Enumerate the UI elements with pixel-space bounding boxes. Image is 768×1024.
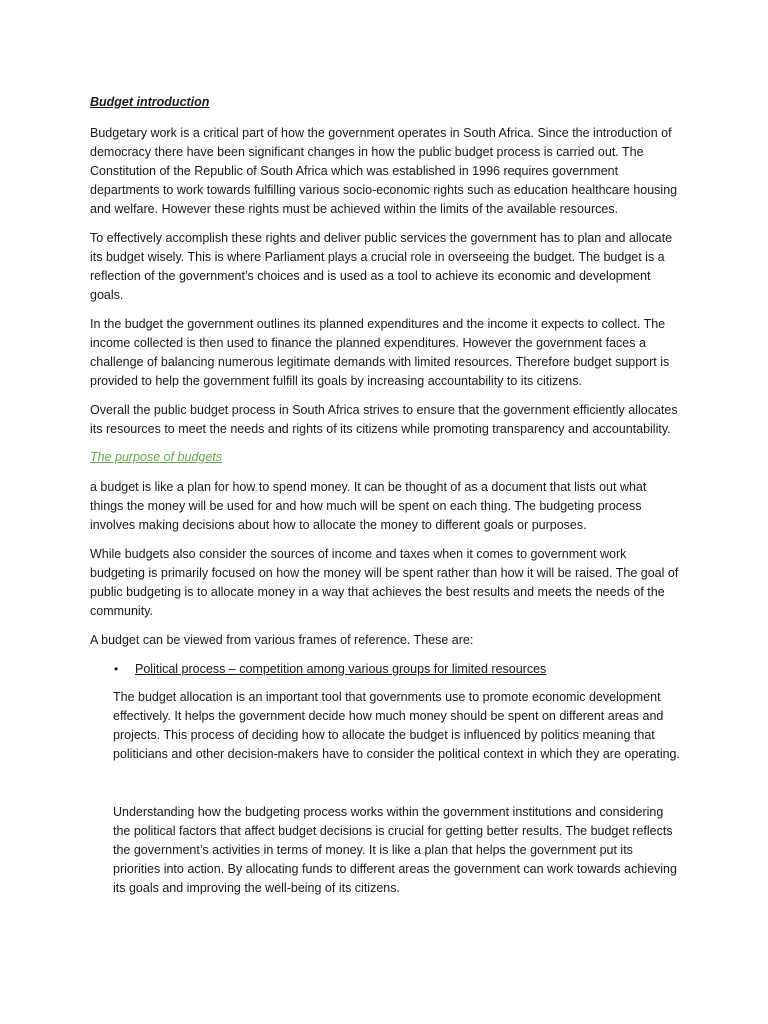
heading-purpose-of-budgets: The purpose of budgets xyxy=(90,450,223,464)
bullet-item-political-process xyxy=(90,660,682,679)
paragraph-purpose-1: a budget is like a plan for how to spend money. It can be thought of as a document that lists out what things the money will be used for and how much will be spent on each thing. The budgeting process involves making decisions about how to allocate the money to different goals or purposes. xyxy=(90,480,647,532)
paragraph-political-1: The budget allocation is an important tool that governments use to promote economic development effectively. It helps the government decide how much money should be spent on different areas and projects. This process of deciding how to allocate the budget is influenced by politics meaning that politicians and other decision-makers have to consider the political context in which they are operating. xyxy=(113,690,680,761)
blank-line xyxy=(90,774,682,803)
paragraph-intro-2: To effectively accomplish these rights and deliver public services the government has to plan and allocate its budget wisely. This is where Parliament plays a crucial role in overseeing the budget. The budget is a reflection of the government’s choices and is used as a tool to achieve its economic and development goals. xyxy=(90,231,673,302)
paragraph-purpose-2: While budgets also consider the sources of income and taxes when it comes to government work budgeting is primarily focused on how the money will be spent rather than how it will be raised. The goal of public budgeting is to allocate money in a way that achieves the best results and meets the needs of the community. xyxy=(90,547,679,618)
bullet-text: Political process – competition among various groups for limited resources xyxy=(135,662,547,676)
paragraph-intro-3: In the budget the government outlines its planned expenditures and the income it expects to collect. The income collected is then used to finance the planned expenditures. However the government faces a challenge of balancing numerous legitimate demands with limited resources. Therefore budget support is provided to help the government fulfill its goals by increasing accountability to its citizens. xyxy=(90,317,670,388)
paragraph-political-2: Understanding how the budgeting process works within the government institutions and considering the political factors that affect budget decisions is crucial for getting better results. The budget reflects the government’s activities in terms of money. It is like a plan that helps the government put its priorities into action. By allocating funds to different areas the government can work towards achieving its goals and improving the well-being of its citizens. xyxy=(113,805,677,895)
paragraph-intro-4: Overall the public budget process in South Africa strives to ensure that the government efficiently allocates its resources to meet the needs and rights of its citizens while promoting transparency and accountability. xyxy=(90,403,678,436)
paragraph-intro-1: Budgetary work is a critical part of how the government operates in South Africa. Since the introduction of democracy there have been significant changes in how the public budget process is carried out. The Constitution of the Republic of South Africa which was established in 1996 requires government departments to work towards fulfilling various socio-economic rights such as education healthcare housing and welfare. However these rights must be achieved within the limits of the available resources. xyxy=(90,126,678,216)
heading-budget-introduction: Budget introduction xyxy=(90,95,210,109)
bullet-dot-icon: • xyxy=(114,662,119,676)
paragraph-frames-intro: A budget can be viewed from various frames of reference. These are: xyxy=(90,633,474,647)
bullet-list xyxy=(90,660,682,679)
